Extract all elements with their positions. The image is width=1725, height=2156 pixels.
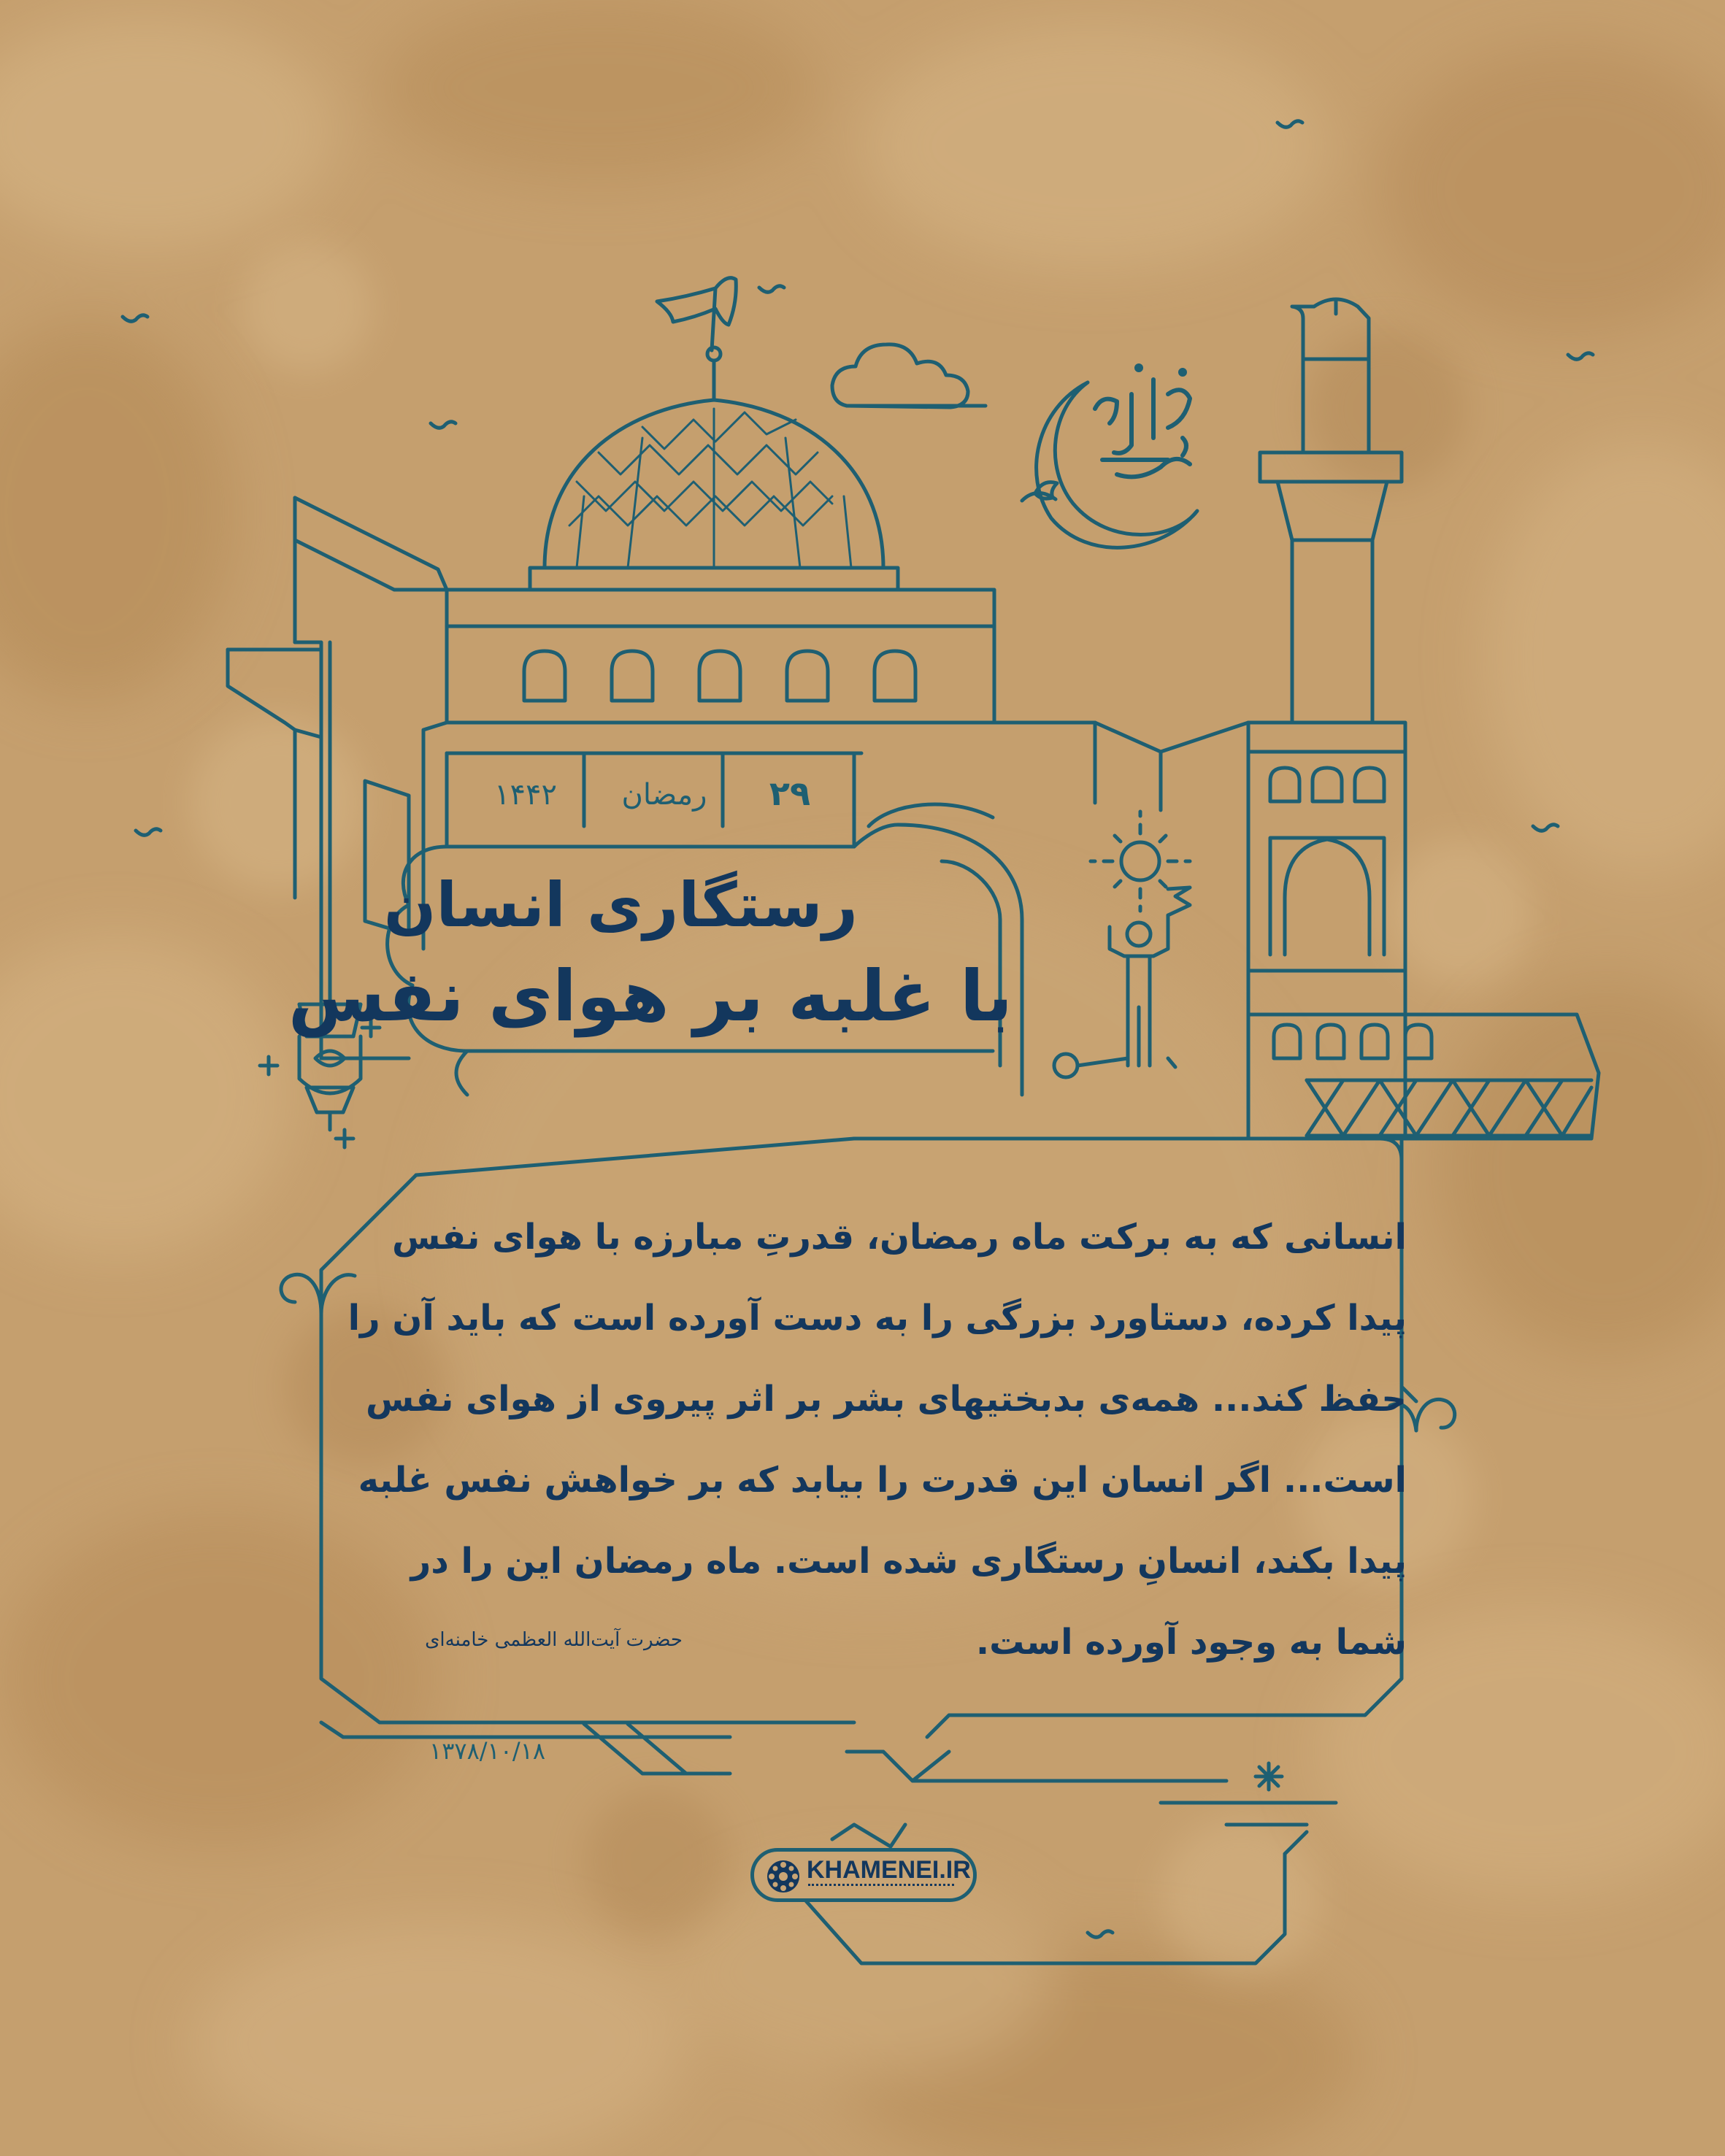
- logo-name: KHAMENEI.IR: [807, 1856, 971, 1884]
- logo-tagline-decoration: [808, 1884, 954, 1892]
- date-year: ۱۴۴۲: [494, 778, 557, 812]
- quote-line: شما به وجود آورده است.: [975, 1622, 1407, 1663]
- crescent-moon-icon: [1022, 382, 1197, 547]
- quote-date: ۱۳۷۸/۱۰/۱۸: [429, 1737, 546, 1765]
- person-with-flag-icon: [1054, 888, 1190, 1077]
- quote-line: پیدا کرده، دستاورد بزرگی را به دست آورده است که باید آن را: [347, 1298, 1407, 1339]
- series-logo-calligraphy: [1095, 366, 1190, 477]
- cloud-icon: [832, 344, 986, 407]
- date-day: ۲۹: [769, 774, 811, 813]
- quote-line: انسانی که به برکت ماه رمضان، قدرتِ مبارزه با هوای نفس: [391, 1217, 1407, 1258]
- quote-line: است... اگر انسان این قدرت را بیابد که بر خواهش نفس غلبه: [358, 1460, 1407, 1501]
- title-line-1: رستگاری انسان: [383, 869, 858, 941]
- title-line-2: با غلبه بر هوای نفس: [288, 955, 1013, 1037]
- title-bubble-frame: [388, 804, 1022, 1095]
- quote-body: [347, 1197, 1407, 1683]
- quote-line: پیدا بکند، انسانِ رستگاری شده است. ماه رمضان این را در: [410, 1541, 1407, 1582]
- flag-icon: [657, 278, 736, 350]
- truss-bridge: [1248, 1015, 1599, 1139]
- quote-attribution: حضرت آیت‌الله العظمی خامنه‌ای: [425, 1629, 683, 1651]
- quote-line: حفظ کند... همه‌ی بدبختیهای بشر بر اثر پیروی از هوای نفس: [366, 1379, 1407, 1420]
- date-month: رمضان: [621, 778, 707, 812]
- khamenei-logo-badge[interactable]: [750, 1848, 977, 1902]
- khamenei-emblem-icon: [764, 1857, 802, 1895]
